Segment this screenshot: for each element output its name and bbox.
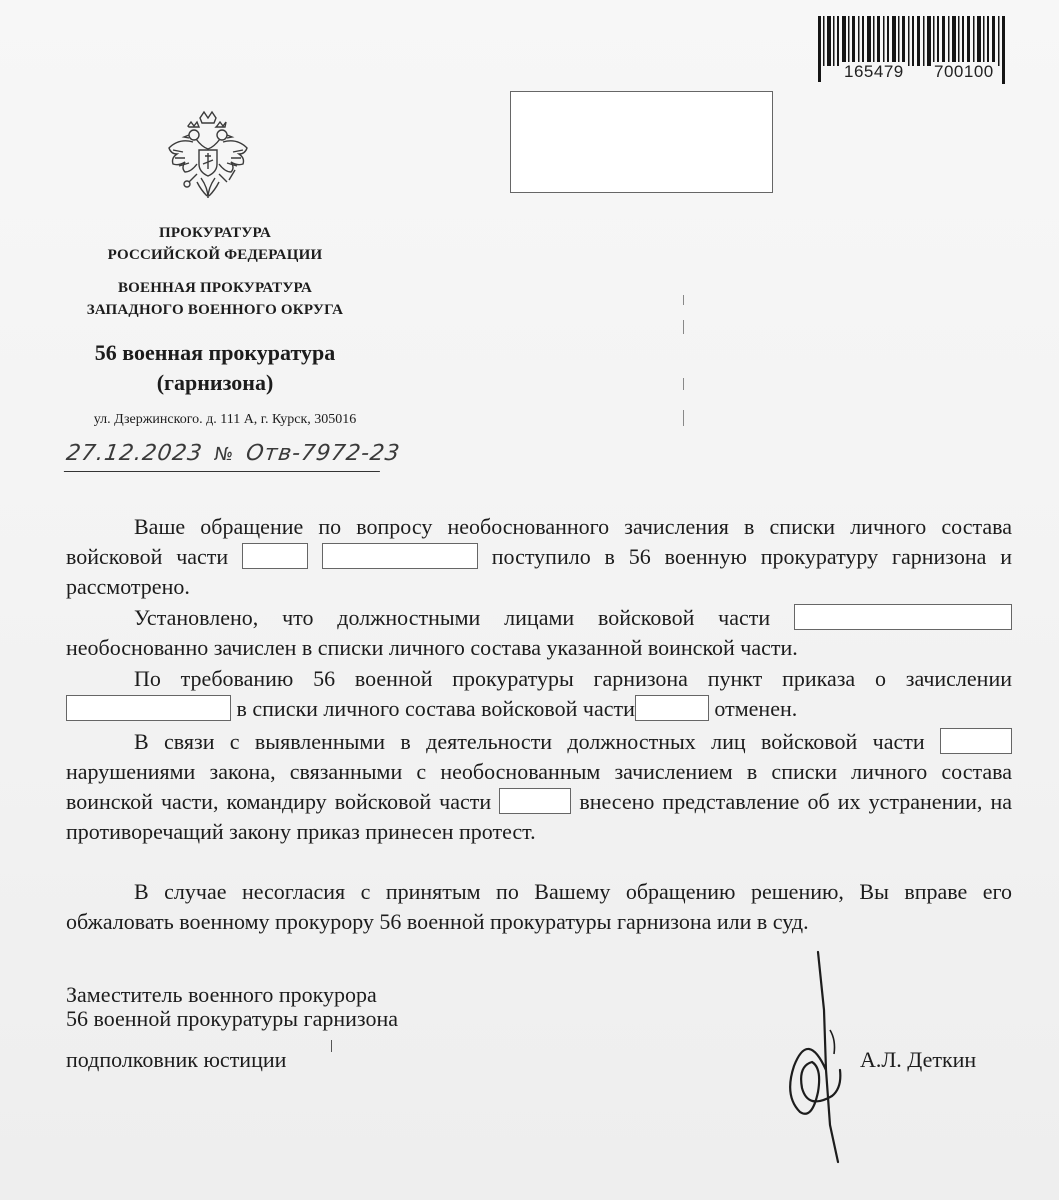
paragraph-4-text-c: внесено представление об их устранении, на противоречащий закону приказ принесен протест. (66, 789, 1013, 844)
scan-mark (331, 1040, 332, 1052)
scan-mark (683, 295, 684, 305)
registration-number-sign: № (212, 444, 236, 465)
unit-line-1: 56 военная прокуратура (94, 340, 336, 365)
paragraph-3-text-b: в списки личного состава войсковой части (236, 696, 635, 721)
department-name-block (40, 277, 390, 321)
redacted-unit-and-person (794, 604, 1012, 630)
coat-of-arms-icon (163, 108, 253, 206)
sender-address: ул. Дзержинского. д. 111 А, г. Курск, 305016 (93, 412, 357, 427)
barcode-number-left: 165479 (844, 62, 904, 81)
signer-title-line-2: 56 военной прокуратуры гарнизона (66, 1006, 398, 1031)
barcode (812, 14, 1008, 84)
redacted-unit-number-4 (499, 788, 571, 814)
scan-mark (683, 378, 684, 390)
coat-of-arms-emblem (163, 108, 253, 206)
signer-title-line-1: Заместитель военного прокурора (66, 982, 377, 1007)
department-line-1: ВОЕННАЯ ПРОКУРАТУРА (117, 280, 313, 296)
redacted-recipient-address (510, 91, 773, 193)
redacted-person-name (322, 543, 478, 569)
paragraph-2 (66, 603, 1012, 663)
registration-line (64, 441, 402, 472)
paragraph-2-text-b: необоснованно зачислен в списки личного состава указанной воинской части. (66, 635, 798, 660)
paragraph-1-text-a: Ваше обращение по вопросу необоснованного зачисления в списки личного состава войсковой части (66, 514, 1012, 569)
scan-mark (683, 410, 684, 426)
paragraph-3-text-a: По требованию 56 военной прокуратуры гарнизона пункт приказа о зачислении (134, 666, 1012, 691)
registration-date: 27.12.2023 (64, 441, 205, 466)
paragraph-4 (66, 727, 1012, 847)
paragraph-3 (66, 664, 1012, 724)
paragraph-5: В случае несогласия с принятым по Вашему обращению решению, Вы вправе его обжаловать военному прокурору 56 военной прокуратуры гарнизона или в суд. (66, 879, 1012, 934)
redacted-unit-number-3 (940, 728, 1012, 754)
org-line-1: ПРОКУРАТУРА (158, 225, 272, 241)
signer-rank: подполковник юстиции (66, 1047, 287, 1072)
org-line-2: РОССИЙСКОЙ ФЕДЕРАЦИИ (107, 247, 323, 263)
unit-line-2: (гарнизона) (156, 370, 274, 395)
redacted-unit-number-2 (635, 695, 709, 721)
barcode-number-right: 700100 (934, 62, 994, 81)
paragraph-4-text-a: В связи с выявленными в деятельности должностных лиц войсковой части (134, 729, 925, 754)
unit-name-block (40, 338, 390, 398)
org-name-block (40, 222, 390, 266)
paragraph-1 (66, 512, 1012, 602)
signer-name: А.Л. Деткин (860, 1047, 977, 1072)
paragraph-1-text-b: поступило в 56 военную прокуратуру гарнизона и рассмотрено. (66, 544, 1013, 599)
redacted-unit-number (242, 543, 308, 569)
redacted-person-name-2 (66, 695, 231, 721)
scan-mark (683, 320, 684, 334)
paragraph-3-text-c: отменен. (714, 696, 798, 721)
registration-number: Отв-7972-23 (244, 441, 402, 466)
paragraph-4-text-b: нарушениями закона, связанными с необоснованным зачислением в списки личного состава воинской части, командиру войсковой части (66, 759, 1012, 814)
paragraph-2-text-a: Установлено, что должностными лицами войсковой части (134, 605, 771, 630)
handwritten-signature (780, 950, 870, 1165)
department-line-2: ЗАПАДНОГО ВОЕННОГО ОКРУГА (86, 302, 344, 318)
